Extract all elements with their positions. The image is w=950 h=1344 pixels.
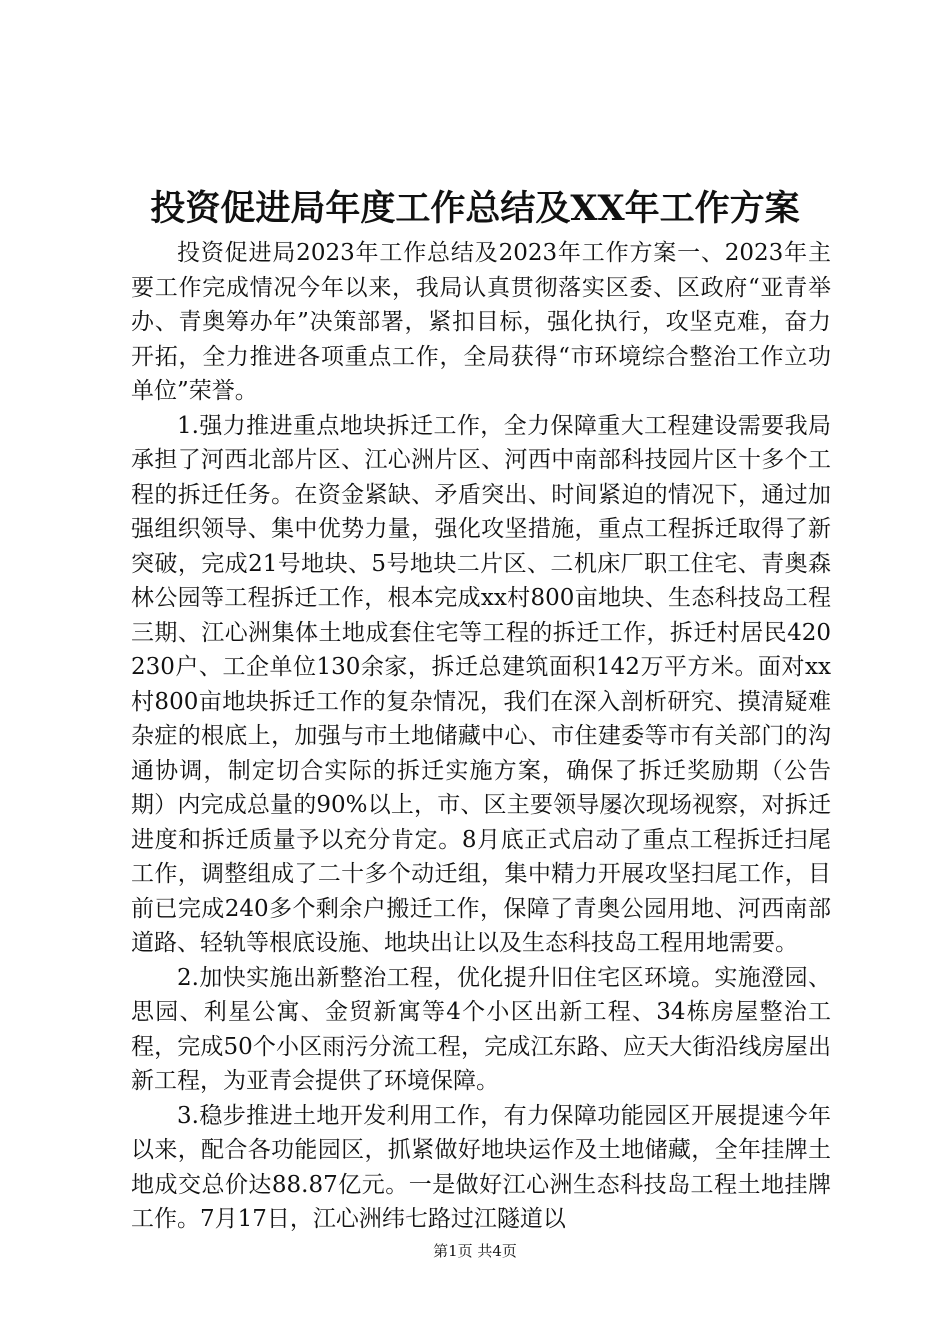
- paragraph-intro: 投资促进局2023年工作总结及2023年工作方案一、2023年主要工作完成情况今年以来，我局认真贯彻落实区委、区政府“亚青举办、青奥筹办年”决策部署，紧扣目标，强化执行，攻坚克难，奋力开拓，全力推进各项重点工作，全局获得“市环境综合整治工作立功单位”荣誉。: [131, 240, 831, 404]
- document-body: [131, 236, 831, 1237]
- document-title: 投资促进局年度工作总结及XX年工作方案: [150, 188, 800, 229]
- page-number-footer: 第1页 共4页: [433, 1242, 517, 1260]
- paragraph-section-2: 2.加快实施出新整治工程，优化提升旧住宅区环境。实施澄园、思园、利星公寓、金贸新寓等4个小区出新工程、34栋房屋整治工程，完成50个小区雨污分流工程，完成江东路、应天大街沿线房屋出新工程，为亚青会提供了环境保障。: [131, 964, 831, 1094]
- paragraph-section-3: 3.稳步推进土地开发利用工作，有力保障功能园区开展提速今年以来，配合各功能园区，抓紧做好地块运作及土地储藏，全年挂牌土地成交总价达88.87亿元。一是做好江心洲生态科技岛工程土地挂牌工作。7月17日，江心洲纬七路过江隧道以: [131, 1102, 831, 1232]
- paragraph-section-1: 1.强力推进重点地块拆迁工作，全力保障重大工程建设需要我局承担了河西北部片区、江心洲片区、河西中南部科技园片区十多个工程的拆迁任务。在资金紧缺、矛盾突出、时间紧迫的情况下，通过加强组织领导、集中优势力量，强化攻坚措施，重点工程拆迁取得了新突破，完成21号地块、5号地块二片区、二机床厂职工住宅、青奥森林公园等工程拆迁工作，根本完成xx村800亩地块、生态科技岛工程三期、江心洲集体土地成套住宅等工程的拆迁工作，拆迁村居民420230户、工企单位130余家，拆迁总建筑面积142万平方米。面对xx村800亩地块拆迁工作的复杂情况，我们在深入剖析研究、摸清疑难杂症的根底上，加强与市土地储藏中心、市住建委等市有关部门的沟通协调，制定切合实际的拆迁实施方案，确保了拆迁奖励期（公告期）内完成总量的90%以上，市、区主要领导屡次现场视察，对拆迁进度和拆迁质量予以充分肯定。8月底正式启动了重点工程拆迁扫尾工作，调整组成了二十多个动迁组，集中精力开展攻坚扫尾工作，目前已完成240多个剩余户搬迁工作，保障了青奥公园用地、河西南部道路、轻轨等根底设施、地块出让以及生态科技岛工程用地需要。: [131, 412, 831, 956]
